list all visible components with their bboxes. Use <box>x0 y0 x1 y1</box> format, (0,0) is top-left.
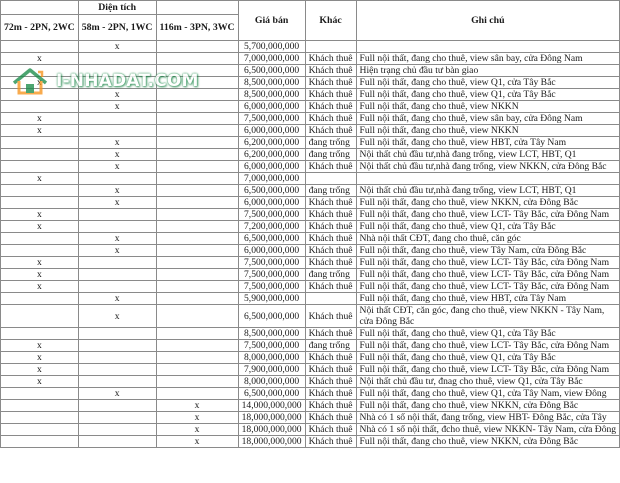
area-58-cell <box>78 400 156 412</box>
price-cell: 18,000,000,000 <box>238 412 305 424</box>
price-cell: 18,000,000,000 <box>238 436 305 448</box>
price-cell: 7,000,000,000 <box>238 53 305 65</box>
area-72-cell: x <box>1 113 79 125</box>
area-116-cell <box>156 137 238 149</box>
area-58-cell <box>78 352 156 364</box>
note-cell: Full nội thất, đang cho thuê, view Q1, cửa Tây Nam, view Đông <box>356 388 620 400</box>
area-116-cell <box>156 209 238 221</box>
area-116-cell <box>156 245 238 257</box>
note-cell: Nội thất chủ đầu tư,nhà đang trống, view LCT, HBT, Q1 <box>356 185 620 197</box>
area-116-cell <box>156 125 238 137</box>
table-row <box>1 233 620 245</box>
area-58-cell <box>78 173 156 185</box>
note-cell: Full nội thất, đang cho thuê, view sân bay, cửa Đông Nam <box>356 113 620 125</box>
other-cell: Khách thuê <box>305 65 356 77</box>
table-row <box>1 364 620 376</box>
price-cell: 6,000,000,000 <box>238 245 305 257</box>
other-cell: Khách thuê <box>305 305 356 328</box>
area-58-cell <box>78 412 156 424</box>
note-cell: Nhà có 1 số nội thất, đang trống, view HBT- Đông Bắc, cửa Tây <box>356 412 620 424</box>
table-row <box>1 89 620 101</box>
area-58-cell: x <box>78 101 156 113</box>
area-58-cell <box>78 113 156 125</box>
note-cell: Full nội thất, đang cho thuê, view HBT, cửa Tây Nam <box>356 137 620 149</box>
area-72-cell <box>1 101 79 113</box>
area-72-cell <box>1 436 79 448</box>
area-group-header: Diện tích <box>78 1 156 15</box>
price-cell: 7,500,000,000 <box>238 113 305 125</box>
note-cell: Full nội thất, đang cho thuê, view LCT- Tây Bắc, cửa Đông Nam <box>356 257 620 269</box>
area-58-cell: x <box>78 305 156 328</box>
table-row <box>1 125 620 137</box>
note-cell: Full nội thất, đang cho thuê, view sân bay, cửa Đông Nam <box>356 53 620 65</box>
note-cell: Full nội thất, đang cho thuê, view Q1, cửa Tây Bắc <box>356 352 620 364</box>
area-72-cell <box>1 328 79 340</box>
header-cell-72-top <box>1 1 79 15</box>
table-row <box>1 340 620 352</box>
price-cell: 8,500,000,000 <box>238 77 305 89</box>
area-72-cell <box>1 137 79 149</box>
area-58-cell <box>78 221 156 233</box>
area-116-cell <box>156 257 238 269</box>
other-cell: Khách thuê <box>305 364 356 376</box>
area-58-cell: x <box>78 89 156 101</box>
area-58-cell <box>78 257 156 269</box>
area-116-cell: x <box>156 412 238 424</box>
other-cell: đang trống <box>305 185 356 197</box>
other-cell: Khách thuê <box>305 221 356 233</box>
table-row <box>1 113 620 125</box>
other-cell: Khách thuê <box>305 209 356 221</box>
price-cell: 6,500,000,000 <box>238 305 305 328</box>
price-cell: 7,900,000,000 <box>238 364 305 376</box>
area-72-cell <box>1 197 79 209</box>
table-row <box>1 173 620 185</box>
note-cell: Nhà nội thất CĐT, đang cho thuê, căn góc <box>356 233 620 245</box>
note-cell: Nội thất chủ đầu tư,nhà đang trống, view LCT, HBT, Q1 <box>356 149 620 161</box>
area-116-cell <box>156 269 238 281</box>
note-header: Ghi chú <box>356 1 620 41</box>
other-cell <box>305 293 356 305</box>
area-72-cell: x <box>1 221 79 233</box>
area-58-cell: x <box>78 137 156 149</box>
watermark-text: I-NHADAT.COM <box>56 71 199 91</box>
area-58-cell <box>78 269 156 281</box>
price-cell: 8,000,000,000 <box>238 352 305 364</box>
price-cell: 18,000,000,000 <box>238 424 305 436</box>
price-cell: 6,500,000,000 <box>238 65 305 77</box>
area-116-cell <box>156 281 238 293</box>
table-row <box>1 257 620 269</box>
area-72-cell: x <box>1 340 79 352</box>
table-row <box>1 281 620 293</box>
area-58-cell: x <box>78 293 156 305</box>
price-cell: 5,900,000,000 <box>238 293 305 305</box>
price-cell: 8,500,000,000 <box>238 328 305 340</box>
area-72-cell: x <box>1 269 79 281</box>
price-cell: 6,200,000,000 <box>238 137 305 149</box>
area-116-cell <box>156 328 238 340</box>
table-row <box>1 41 620 53</box>
note-cell <box>356 173 620 185</box>
area-116-cell <box>156 113 238 125</box>
other-cell: đang trống <box>305 340 356 352</box>
area-72-cell <box>1 185 79 197</box>
note-cell: Hiện trạng chủ đầu tư bàn giao <box>356 65 620 77</box>
table-row <box>1 293 620 305</box>
area-58-cell: x <box>78 233 156 245</box>
area-72-cell <box>1 400 79 412</box>
area-116-cell <box>156 161 238 173</box>
area-116-cell <box>156 173 238 185</box>
other-cell: Khách thuê <box>305 257 356 269</box>
table-row <box>1 436 620 448</box>
area-72-cell <box>1 161 79 173</box>
other-cell: Khách thuê <box>305 101 356 113</box>
area-116-cell <box>156 101 238 113</box>
other-cell: Khách thuê <box>305 245 356 257</box>
area-116-cell: x <box>156 400 238 412</box>
price-cell: 6,000,000,000 <box>238 197 305 209</box>
area-72-cell: x <box>1 364 79 376</box>
other-cell: Khách thuê <box>305 412 356 424</box>
note-cell: Full nội thất, đang cho thuê, view HBT, cửa Tây Nam <box>356 293 620 305</box>
area-116-cell <box>156 77 238 89</box>
note-cell: Full nội thất, đang cho thuê, view Q1, cửa Tây Bắc <box>356 328 620 340</box>
note-cell: Full nội thất, đang cho thuê, view Q1, cửa Tây Bắc <box>356 221 620 233</box>
other-cell: Khách thuê <box>305 424 356 436</box>
table-row <box>1 101 620 113</box>
other-cell: Khách thuê <box>305 376 356 388</box>
other-cell: đang trống <box>305 149 356 161</box>
table-row <box>1 197 620 209</box>
area-58-cell: x <box>78 149 156 161</box>
price-cell: 14,000,000,000 <box>238 400 305 412</box>
area-116-cell: x <box>156 424 238 436</box>
area-58-cell: x <box>78 185 156 197</box>
area-72-cell <box>1 245 79 257</box>
other-cell: Khách thuê <box>305 328 356 340</box>
price-cell: 6,500,000,000 <box>238 388 305 400</box>
table-row <box>1 328 620 340</box>
area-58-cell <box>78 53 156 65</box>
table-row <box>1 269 620 281</box>
table-row <box>1 412 620 424</box>
area-58-cell: x <box>78 197 156 209</box>
table-row <box>1 137 620 149</box>
other-cell: Khách thuê <box>305 436 356 448</box>
other-cell: Khách thuê <box>305 197 356 209</box>
area-72-cell: x <box>1 376 79 388</box>
other-cell: Khách thuê <box>305 113 356 125</box>
area-116-header: 116m - 3PN, 3WC <box>156 15 238 41</box>
price-cell: 7,500,000,000 <box>238 340 305 352</box>
area-116-cell: x <box>156 436 238 448</box>
price-cell: 7,000,000,000 <box>238 173 305 185</box>
price-cell: 7,500,000,000 <box>238 209 305 221</box>
note-cell: Nội thất CĐT, căn góc, đang cho thuê, view NKKN - Tây Nam, cửa Đông Bắc <box>356 305 620 328</box>
listing-rows <box>1 41 620 448</box>
price-cell: 5,700,000,000 <box>238 41 305 53</box>
area-116-cell <box>156 41 238 53</box>
price-cell: 8,000,000,000 <box>238 376 305 388</box>
area-116-cell <box>156 233 238 245</box>
area-72-cell <box>1 412 79 424</box>
price-cell: 8,500,000,000 <box>238 89 305 101</box>
note-cell: Full nội thất, đang cho thuê, view LCT- Tây Bắc, cửa Đông Nam <box>356 209 620 221</box>
other-cell: Khách thuê <box>305 352 356 364</box>
area-58-cell <box>78 77 156 89</box>
table-row <box>1 400 620 412</box>
header-cell-116-top <box>156 1 238 15</box>
area-58-cell <box>78 424 156 436</box>
area-116-cell <box>156 197 238 209</box>
note-cell: Nhà có 1 số nội thất, đcho thuê, view NKKN- Tây Nam, cửa Đông <box>356 424 620 436</box>
area-58-cell <box>78 436 156 448</box>
area-116-cell <box>156 352 238 364</box>
table-row <box>1 149 620 161</box>
note-cell: Nội thất chủ đầu tư, đnag cho thuê, view Q1, cửa Tây Bắc <box>356 376 620 388</box>
area-72-cell <box>1 424 79 436</box>
other-cell <box>305 173 356 185</box>
area-58-cell <box>78 364 156 376</box>
table-row <box>1 245 620 257</box>
note-cell: Full nội thất, đang cho thuê, view NKKN <box>356 125 620 137</box>
table-row <box>1 53 620 65</box>
area-72-cell <box>1 65 79 77</box>
note-cell: Full nội thất, đang cho thuê, view Q1, cửa Tây Bắc <box>356 89 620 101</box>
note-cell: Full nội thất, đang cho thuê, view LCT- Tây Bắc, cửa Đông Nam <box>356 269 620 281</box>
area-72-cell: x <box>1 257 79 269</box>
area-116-cell <box>156 364 238 376</box>
area-58-cell <box>78 328 156 340</box>
table-row <box>1 65 620 77</box>
price-cell: 6,000,000,000 <box>238 101 305 113</box>
table-row <box>1 424 620 436</box>
area-58-cell: x <box>78 388 156 400</box>
area-116-cell <box>156 293 238 305</box>
area-72-cell <box>1 233 79 245</box>
price-cell: 7,500,000,000 <box>238 281 305 293</box>
area-58-cell <box>78 376 156 388</box>
price-cell: 6,500,000,000 <box>238 233 305 245</box>
area-116-cell <box>156 221 238 233</box>
note-cell: Full nội thất, đang cho thuê, view Q1, cửa Tây Bắc <box>356 77 620 89</box>
area-58-cell: x <box>78 161 156 173</box>
area-72-cell: x <box>1 53 79 65</box>
area-116-cell <box>156 376 238 388</box>
area-72-cell: x <box>1 209 79 221</box>
other-cell: Khách thuê <box>305 89 356 101</box>
price-header: Giá bán <box>238 1 305 41</box>
note-cell: Full nội thất, đang cho thuê, view LCT- Tây Bắc, cửa Đông Nam <box>356 340 620 352</box>
table-row <box>1 352 620 364</box>
area-116-cell <box>156 305 238 328</box>
area-58-cell <box>78 281 156 293</box>
area-116-cell <box>156 149 238 161</box>
table-row <box>1 161 620 173</box>
table-row <box>1 77 620 89</box>
price-cell: 7,500,000,000 <box>238 257 305 269</box>
area-116-cell <box>156 185 238 197</box>
other-cell: Khách thuê <box>305 77 356 89</box>
note-cell <box>356 41 620 53</box>
other-cell: Khách thuê <box>305 281 356 293</box>
note-cell: Nội thất chủ đầu tư,nhà đang trống, view NKKN, cửa Đông Bắc <box>356 161 620 173</box>
area-116-cell <box>156 53 238 65</box>
note-cell: Full nội thất, đang cho thuê, view LCT- Tây Bắc, cửa Đông Nam <box>356 281 620 293</box>
price-cell: 7,200,000,000 <box>238 221 305 233</box>
other-cell: Khách thuê <box>305 400 356 412</box>
note-cell: Full nội thất, đang cho thuê, view NKKN, cửa Đông Bắc <box>356 436 620 448</box>
area-72-cell: x <box>1 281 79 293</box>
area-72-cell <box>1 149 79 161</box>
area-116-cell <box>156 65 238 77</box>
price-cell: 7,500,000,000 <box>238 269 305 281</box>
note-cell: Full nội thất, đang cho thuê, view NKKN, cửa Đông Bắc <box>356 400 620 412</box>
other-cell: đang trống <box>305 269 356 281</box>
note-cell: Full nội thất, đang cho thuê, view NKKN, cửa Đông Bắc <box>356 197 620 209</box>
area-72-cell: x <box>1 77 79 89</box>
other-cell: Khách thuê <box>305 161 356 173</box>
area-72-cell <box>1 388 79 400</box>
other-header: Khác <box>305 1 356 41</box>
price-cell: 6,000,000,000 <box>238 125 305 137</box>
table-row <box>1 388 620 400</box>
area-72-cell <box>1 89 79 101</box>
area-72-cell <box>1 293 79 305</box>
area-72-header: 72m - 2PN, 2WC <box>1 15 79 41</box>
area-58-cell <box>78 65 156 77</box>
area-58-cell <box>78 125 156 137</box>
other-cell <box>305 41 356 53</box>
area-72-cell <box>1 305 79 328</box>
other-cell: Khách thuê <box>305 388 356 400</box>
note-cell: Full nội thất, đang cho thuê, view Tây Nam, cửa Đông Bắc <box>356 245 620 257</box>
area-58-header: 58m - 2PN, 1WC <box>78 15 156 41</box>
table-row <box>1 185 620 197</box>
area-58-cell: x <box>78 41 156 53</box>
table-row <box>1 305 620 328</box>
other-cell: Khách thuê <box>305 53 356 65</box>
note-cell: Full nội thất, đang cho thuê, view LCT- Tây Bắc, cửa Đông Nam <box>356 364 620 376</box>
price-cell: 6,500,000,000 <box>238 185 305 197</box>
table-row <box>1 376 620 388</box>
area-58-cell <box>78 340 156 352</box>
area-72-cell <box>1 41 79 53</box>
other-cell: Khách thuê <box>305 125 356 137</box>
note-cell: Full nội thất, đang cho thuê, view NKKN <box>356 101 620 113</box>
table-row <box>1 209 620 221</box>
table-row <box>1 221 620 233</box>
area-72-cell: x <box>1 125 79 137</box>
other-cell: Khách thuê <box>305 233 356 245</box>
area-116-cell <box>156 340 238 352</box>
area-58-cell: x <box>78 245 156 257</box>
area-72-cell: x <box>1 173 79 185</box>
area-58-cell <box>78 209 156 221</box>
price-cell: 6,200,000,000 <box>238 149 305 161</box>
other-cell: đang trống <box>305 137 356 149</box>
area-116-cell <box>156 388 238 400</box>
price-cell: 6,000,000,000 <box>238 161 305 173</box>
area-72-cell: x <box>1 352 79 364</box>
area-116-cell <box>156 89 238 101</box>
